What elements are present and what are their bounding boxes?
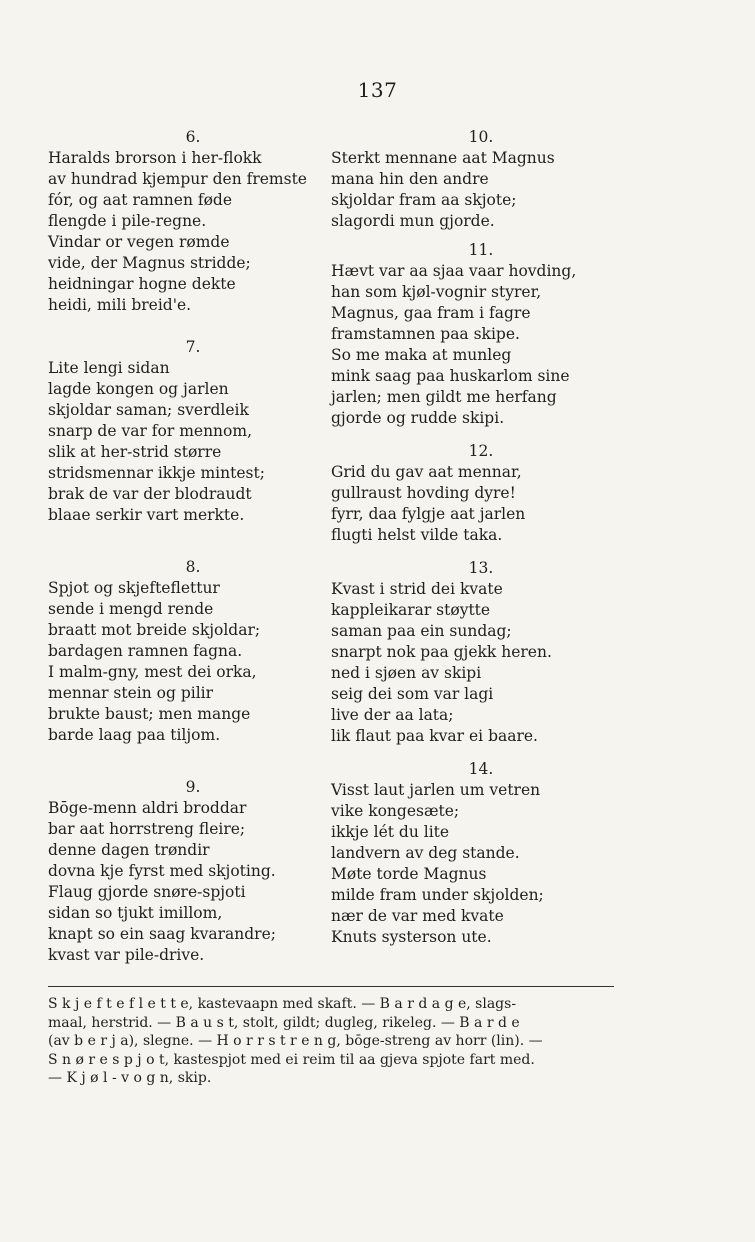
stanza [331, 558, 631, 747]
verse-line: snarp de var for mennom, [48, 422, 252, 440]
verse-line: heidningar hogne dekte [48, 275, 236, 293]
verse-line: Flaug gjorde snøre-spjoti [48, 883, 246, 901]
verse-line: seig dei som var lagi [331, 685, 494, 703]
verse-line: av hundrad kjempur den fremste [48, 170, 307, 188]
verse-line: ned i sjøen av skipi [331, 664, 482, 682]
left-column [48, 127, 338, 966]
verse-line: heidi, mili breid'e. [48, 296, 192, 314]
stanza-number: 14. [468, 760, 494, 778]
verse-line: stridsmennar ikkje mintest; [48, 464, 265, 482]
right-column [331, 127, 631, 948]
verse-line: snarpt nok paa gjekk heren. [331, 643, 552, 661]
verse-line: saman paa ein sundag; [331, 622, 512, 640]
verse-line: landvern av deg stande. [331, 844, 520, 862]
verse-line: Lite lengi sidan [48, 359, 170, 377]
verse-line: Vindar or vegen rømde [48, 233, 230, 251]
verse-line: gjorde og rudde skipi. [331, 409, 505, 427]
verse-line: Hævt var aa sjaa vaar hovding, [331, 262, 577, 280]
verse-line: denne dagen trøndir [48, 841, 210, 859]
verse-line: Haralds brorson i her-flokk [48, 149, 262, 167]
verse-line: Knuts systerson ute. [331, 928, 492, 946]
verse-line: flengde i pile-regne. [48, 212, 207, 230]
verse-line: gullraust hovding dyre! [331, 484, 516, 502]
stanza-number: 7. [185, 338, 201, 356]
stanza [48, 557, 338, 746]
stanza-number: 11. [468, 241, 494, 259]
verse-line: ikkje lét du lite [331, 823, 450, 841]
verse-line: mana hin den andre [331, 170, 489, 188]
page-number: 137 [357, 78, 398, 102]
verse-line: mink saag paa huskarlom sine [331, 367, 570, 385]
verse-line: vike kongesæte; [331, 802, 460, 820]
verse-line: skjoldar saman; sverdleik [48, 401, 249, 419]
verse-line: kvast var pile-drive. [48, 946, 205, 964]
stanza [331, 759, 631, 948]
verse-line: Bōge-menn aldri broddar [48, 799, 247, 817]
verse-line: nær de var med kvate [331, 907, 504, 925]
verse-line: Møte torde Magnus [331, 865, 487, 883]
stanza-number: 12. [468, 442, 494, 460]
verse-line: Magnus, gaa fram i fagre [331, 304, 531, 322]
footnote-line: S n ø r e s p j o t, kastespjot med ei reim til aa gjeva spjote fart med. [48, 1051, 535, 1068]
verse-line: bar aat horrstreng fleire; [48, 820, 246, 838]
verse-line: han som kjøl-vognir styrer, [331, 283, 542, 301]
footnote-line: — K j ø l - v o g n, skip. [48, 1070, 212, 1086]
verse-line: Spjot og skjefteflettur [48, 579, 220, 597]
footnote-line: S k j e f t e f l e t t e, kastevaapn med skaft. — B a r d a g e, slags- [48, 996, 517, 1012]
stanza [48, 337, 338, 526]
verse-line: brukte baust; men mange [48, 705, 251, 723]
verse-line: jarlen; men gildt me herfang [331, 388, 557, 406]
verse-line: flugti helst vilde taka. [331, 526, 503, 544]
verse-line: sidan so tjukt imillom, [48, 904, 223, 922]
verse-line: slik at her-strid større [48, 443, 222, 461]
stanza-number: 9. [185, 778, 201, 796]
verse-line: barde laag paa tiljom. [48, 726, 221, 744]
verse-line: Visst laut jarlen um vetren [331, 781, 541, 799]
stanza-number: 8. [185, 558, 201, 576]
stanza [48, 127, 338, 316]
stanza-number: 6. [185, 128, 201, 146]
verse-line: live der aa lata; [331, 706, 454, 724]
stanza-number: 13. [468, 559, 494, 577]
verse-line: knapt so ein saag kvarandre; [48, 925, 276, 943]
verse-line: So me maka at munleg [331, 346, 512, 364]
verse-line: fyrr, daa fylgje aat jarlen [331, 505, 526, 523]
verse-line: bardagen ramnen fagna. [48, 642, 243, 660]
verse-line: framstamnen paa skipe. [331, 325, 520, 343]
stanza [48, 777, 338, 966]
footnote-line: (av b e r j a), slegne. — H o r r s t r e n g, bōge-streng av horr (lin). — [48, 1033, 543, 1049]
verse-line: mennar stein og pilir [48, 684, 214, 702]
verse-line: blaae serkir vart merkte. [48, 506, 245, 524]
verse-line: vide, der Magnus stridde; [48, 254, 251, 272]
verse-line: milde fram under skjolden; [331, 886, 544, 904]
verse-line: sende i mengd rende [48, 600, 214, 618]
stanza [331, 240, 631, 429]
verse-line: Kvast i strid dei kvate [331, 580, 503, 598]
verse-line: I malm-gny, mest dei orka, [48, 663, 257, 681]
footnote-line: maal, herstrid. — B a u s t, stolt, gildt; dugleg, rikeleg. — B a r d e [48, 1014, 520, 1031]
verse-line: skjoldar fram aa skjote; [331, 191, 517, 209]
stanza [331, 127, 631, 232]
verse-line: fór, og aat ramnen føde [48, 191, 233, 209]
verse-line: lik flaut paa kvar ei baare. [331, 727, 538, 745]
verse-line: Grid du gav aat mennar, [331, 463, 522, 481]
footnotes [48, 986, 614, 1088]
stanza-number: 10. [468, 128, 494, 146]
verse-line: kappleikarar støytte [331, 601, 491, 619]
verse-line: braatt mot breide skjoldar; [48, 621, 261, 639]
verse-line: dovna kje fyrst med skjoting. [48, 862, 276, 880]
verse-line: brak de var der blodraudt [48, 485, 252, 503]
verse-line: lagde kongen og jarlen [48, 380, 229, 398]
verse-line: Sterkt mennane aat Magnus [331, 149, 555, 167]
verse-line: slagordi mun gjorde. [331, 212, 495, 230]
stanza [331, 441, 631, 546]
